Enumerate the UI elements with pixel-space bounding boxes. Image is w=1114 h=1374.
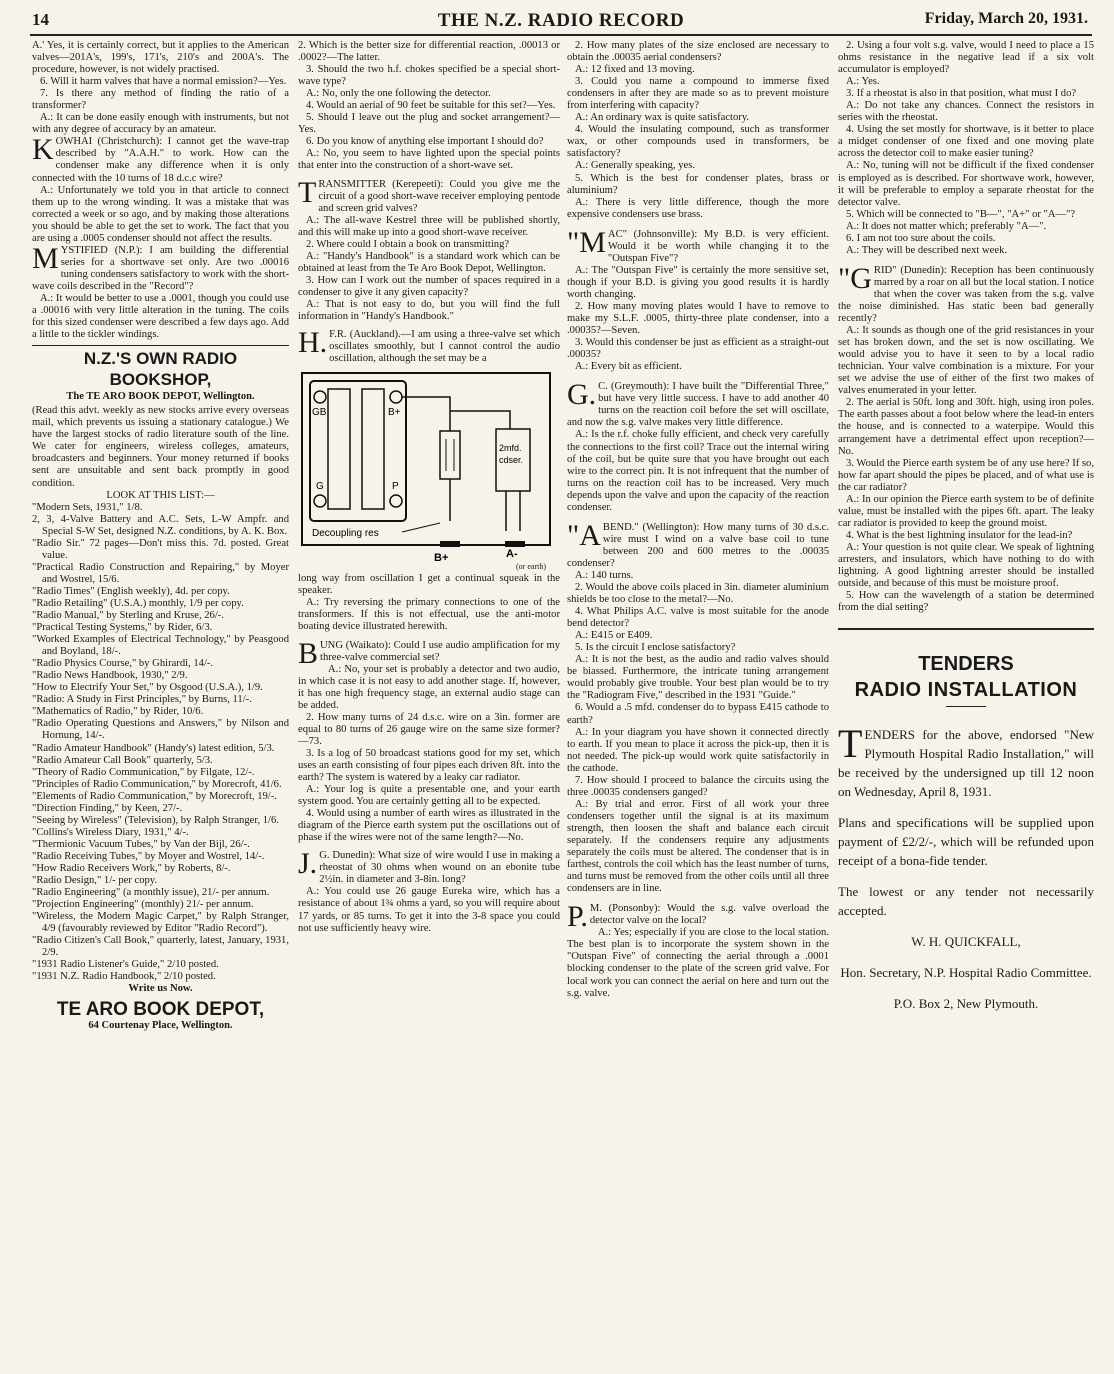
drop-cap: B [298, 636, 319, 670]
paragraph: 3. If a rheostat is also in that position, what must I do? [846, 88, 1077, 100]
tenders-advert [838, 628, 1094, 1013]
advert-look: LOOK AT THIS LIST:— [106, 489, 215, 501]
paragraph: 4. Using the set mostly for shortwave, is it better to place a midget condenser of one fixed and one moving plate across the detector coil to make easier tuning? [838, 124, 1094, 160]
answer: A.: That is not easy to do, but you will find the full information in "Handy's Handbook." [298, 298, 560, 323]
answer: A.: 12 fixed and 13 moving. [575, 64, 695, 76]
signatory-address: P.O. Box 2, New Plymouth. [893, 996, 1039, 1012]
book-list-item: "Thermionic Vacuum Tubes," by Van der Bijl, 26/-. [32, 838, 250, 850]
issue-date: Friday, March 20, 1931. [924, 10, 1088, 27]
book-list-item: "Practical Radio Construction and Repairing," by Moyer and Wostrel, 15/6. [32, 561, 289, 585]
book-list-item: "1931 N.Z. Radio Handbook," 2/10 posted. [32, 971, 216, 983]
answer: A.: Generally speaking, yes. [575, 160, 696, 172]
paragraph: A.' Yes, it is certainly correct, but it applies to the American valves—201A's, 199's, 171's, 210's and 200A's. The procedure, however, is not widely practised. [32, 40, 289, 76]
paragraph: 4. What Philips A.C. valve is most suitable for the anode bend detector? [567, 606, 829, 630]
advert-heading: BOOKSHOP, [109, 370, 212, 390]
answer: A.: Do not take any chances. Connect the resistors in series with the rheostat. [838, 100, 1094, 124]
tenders-para: TENDERS for the above, endorsed "New Plymouth Hospital Radio Installation," will be received by the undersigned up till 12 noon on Wednesday, April 8, 1931. [838, 721, 1094, 800]
label-decoupling: Decoupling res [312, 528, 379, 540]
signatory-name: W. H. QUICKFALL, [911, 934, 1021, 950]
drop-cap: T [298, 175, 317, 209]
answer: A.: Your question is not quite clear. We speak of lightning arresters, and insulators, which have nothing to do with lightning. A good lightning arrester should be installed outside, and because of this must be moisture proof. [838, 541, 1094, 590]
drop-cap: P. [567, 900, 588, 934]
decoupling-circuit-diagram [300, 371, 552, 563]
paragraph: 5. Which will be connected to "B—", "A+" or "A—"? [846, 208, 1076, 220]
book-list-item: "Direction Finding," by Keen, 27/-. [32, 802, 183, 814]
book-list-item: "Worked Examples of Electrical Technology," by Peasgood and Boyland, 18/-. [32, 634, 289, 658]
book-list-item: "Radio Retailing" (U.S.A.) monthly, 1/9 per copy. [32, 597, 244, 609]
paragraph: 3. Would this condenser be just as efficient as a straight-out .00035? [567, 337, 829, 361]
paragraph: 4. Would an aerial of 90 feet be suitable for this set?—Yes. [306, 100, 556, 112]
query-grid: "GRID" (Dunedin): Reception has been continuously marred by a roar on all but the local station. I notice that when the cover was taken from the s.g. valve the noise diminished. Has static been bad generally recently? [838, 261, 1094, 325]
drop-cap: M [32, 241, 59, 275]
paragraph: 2. Would the above coils placed in 3in. diameter aluminium shields be too close to the metal?—No. [567, 582, 829, 606]
drop-cap: "A [567, 518, 601, 552]
tenders-para: The lowest or any tender not necessarily accepted. [838, 884, 1094, 919]
paragraph: 3. Should the two h.f. chokes specified be a special short-wave type? [298, 64, 560, 88]
answer: A.: They will be described next week. [846, 244, 1008, 256]
answer: A.: No, your set is probably a detector and two audio, in which case it is not easy to add another stage. If, however, it has one high frequency stage, an external audio stage can be added. [298, 663, 560, 711]
query-transmitter: TRANSMITTER (Kerepeeti): Could you give me the circuit of a good short-wave receiver employing pentode and screen grid valves? [298, 175, 560, 214]
page-number: 14 [32, 10, 49, 29]
answer: A.: 140 turns. [575, 569, 634, 581]
paragraph: 4. Would using a number of earth wires as illustrated in the diagram of the Pierce earth system put the oscillations out of phase if the wires were not of the same length?—No. [298, 808, 560, 844]
answer: A.: Yes. [846, 76, 880, 88]
paragraph: 2. Which is the better size for differential reaction, .00013 or .0002?—The latter. [298, 40, 560, 64]
book-list-item: "Radio Amateur Call Book" quarterly, 5/3. [32, 754, 213, 766]
drop-cap: H. [298, 326, 328, 360]
tenders-para: Plans and specifications will be supplied upon payment of £2/2/-, which will be refunded upon receipt of a bona-fide tender. [838, 815, 1094, 869]
paragraph: 2. How many moving plates would I have to remove to make my S.L.F. .0005, thirty-three plate condenser, into a .00035?—Seven. [567, 300, 829, 337]
query-mystified: MYSTIFIED (N.P.): I am building the differential series for a shortwave set only. Are two .00016 tuning condensers satisfactory to work with the short-wave coils described in the "Record"? [32, 241, 289, 292]
query-kowhai: KOWHAI (Christchurch): I cannot get the wave-trap described by "A.A.H." to work. How can the condenser make any difference when it is only connected with the 10 turns of 18 d.c.c wire? [32, 133, 289, 184]
bookshop-advert [32, 349, 289, 1031]
drop-cap: J. [298, 847, 318, 881]
paragraph: 2. Using a four volt s.g. valve, would I need to place a 15 ohms resistance in the negative lead if a six volt accumulator is employed? [838, 40, 1094, 76]
page-header [30, 8, 1092, 36]
book-list-item: "Theory of Radio Communication," by Filgate, 12/-. [32, 766, 255, 778]
column-1 [32, 40, 289, 1370]
book-list-item: "Principles of Radio Communication," by Morecroft, 41/6. [32, 778, 282, 790]
book-list-item: "Projection Engineering" (monthly) 21/- per annum. [32, 899, 254, 911]
paragraph: A.: It can be done easily enough with instruments, but not with any degree of accuracy by an amateur. [32, 112, 289, 136]
label-a-minus: A- [506, 548, 518, 561]
paragraph: A.: No, you seem to have lighted upon the special points that enter into the construction of a short-wave set. [298, 148, 560, 172]
query-gc: G. C. (Greymouth): I have built the "Differential Three," but have very little success. I have to add another 40 turns on the reaction coil before the set will oscillate, and now the s.g. valve makes very little difference. [567, 378, 829, 429]
divider [946, 706, 986, 707]
answer: A.: An ordinary wax is quite satisfactory. [575, 112, 750, 124]
book-list-item: "Radio Physics Course," by Ghirardi, 14/-. [32, 658, 214, 670]
book-list-item: "Wireless, the Modern Magic Carpet," by Ralph Stranger, 4/9 (favourably reviewed by Editor "Radio Record"). [32, 911, 289, 935]
book-list-item: "Radio Times" (English weekly), 4d. per copy. [32, 585, 230, 597]
answer: A.: E415 or E409. [575, 630, 653, 642]
label-p: P [392, 481, 399, 493]
answer: A.: By trial and error. First of all work your three condensers together until the signal is at its maximum strength, then loosen the shaft and balance each circuit separately. If the condensers require any adjustments separately the coils must be altered. The condenser that is in farthest, controls the coil which has the least number of turns, and turns must be removed from the other coils until all three condensers are in line. [567, 798, 829, 895]
answer: A.: Yes; especially if you are close to the local station. The best plan is to incorporate the system shown in the "Outspan Five" of connecting the aerial through a .0001 blocking condenser to the plate of the screen grid valve. For local work you can connect the aerial on here and turn out the s.g. valve. [567, 927, 829, 999]
paragraph: 3. Is a log of 50 broadcast stations good for my set, which uses an earth consisting of four pipes each driven 8ft. into the earth? The system is watered by a leaky car radiator. [298, 747, 560, 784]
answer: A.: "Handy's Handbook" is a standard work which can be obtained at least from the Te Aro Book Depot, Wellington. [298, 250, 560, 274]
book-list-item: "Radio Sir." 72 pages—Don't miss this. 7d. posted. Great value. [32, 537, 289, 561]
paragraph: 6. Will it harm valves that have a normal emission?—Yes. [40, 76, 287, 88]
answer: A.: In our opinion the Pierce earth system to be of definite value, must be installed with the pipes 6ft. apart. The leaky car radiator is provided to keep the ground moist. [838, 493, 1094, 529]
book-list-item: "1931 Radio Listener's Guide," 2/10 posted. [32, 959, 219, 971]
tenders-heading: TENDERS [918, 653, 1014, 676]
paragraph: 7. How should I proceed to balance the circuits using the three .00035 condensers ganged? [567, 774, 829, 798]
book-list-item: "Radio: A Study in First Principles," by Burns, 11/-. [32, 694, 252, 706]
advert-address: 64 Courtenay Place, Wellington. [88, 1019, 233, 1031]
answer: A.: Every bit as efficient. [575, 361, 682, 373]
answer: A.: Unfortunately we told you in that article to connect them up to the wrong winding. It was a mistake that was corrected a week or so ago, and by making those alterations you should be able to get the set to work. The fact that you are using a .0005 condenser should not affect the results. [32, 184, 289, 244]
drop-cap: "M [567, 225, 606, 259]
book-list-item: "Radio Citizen's Call Book," quarterly, latest, January, 1931, 2/9. [32, 935, 289, 959]
paragraph: 3. How can I work out the number of spaces required in a condenser to give it any given capacity? [298, 274, 560, 298]
query-mac: "MAC" (Johnsonville): My B.D. is very efficient. Would it be worth while changing it to the "Outspan Five"? [567, 225, 829, 264]
paragraph: 2. Where could I obtain a book on transmitting? [306, 238, 510, 250]
divider [32, 345, 289, 346]
drop-cap: T [838, 721, 863, 767]
answer: A.: You could use 26 gauge Eureka wire, which has a resistance of about 1¾ ohms a yard, so you will require about 17 yards, or 85 turns. To get it into the 3-8 space you could not use sufficiently heavy wire. [298, 886, 560, 934]
advert-subheading: The TE ARO BOOK DEPOT, Wellington. [66, 391, 255, 403]
label-cap-2: cdser. [499, 455, 524, 466]
paragraph: 6. Do you know of anything else important I should do? [306, 136, 544, 148]
paragraph: 4. Would the insulating compound, such as transformer wax, or other compounds used in transformers, be satisfactory? [567, 124, 829, 160]
paragraph: 5. Should I leave out the plug and socket arrangement?—Yes. [298, 112, 560, 136]
paragraph: 5. Is the circuit I enclose satisfactory? [575, 642, 736, 654]
book-list-item: "Radio News Handbook, 1930," 2/9. [32, 670, 188, 682]
paragraph: 4. What is the best lightning insulator for the lead-in? [846, 529, 1073, 541]
answer: A.: It is not the best, as the audio and radio valves should be biassed. Furthermore, the intricate tuning arrangement would probably give trouble. Your best plan would be to try the "Radiogram Five," described in the 1931 "Guide." [567, 654, 829, 702]
book-list-item: "Radio Amateur Handbook" (Handy's) latest edition, 5/3. [32, 742, 275, 754]
advert-intro: (Read this advt. weekly as new stocks arrive every overseas mail, which prevents us issuing a stationary catalogue.) We have the largest stocks of radio literature south of the line. We cater for engineers, wireless colleges, amateurs, broadcasters and beginners. Your money returned if books sent are unsuitable and sent back promptly in good condition. [32, 405, 289, 489]
answer: A.: The all-wave Kestrel three will be published shortly, and this will make up into a good short-wave receiver. [298, 214, 560, 238]
column-3 [567, 40, 829, 1370]
drop-cap: "G [838, 261, 872, 295]
advert-name: TE ARO BOOK DEPOT, [56, 998, 265, 1020]
book-list-item: "How Radio Receivers Work," by Roberts, 8/-. [32, 863, 231, 874]
paragraph: 3. Would the Pierce earth system be of any use here? If so, how far apart should the pipes be placed, and of what use is the car radiator? [838, 457, 1094, 493]
label-gb: GB [312, 407, 327, 419]
query-jg: J. G. Dunedin): What size of wire would I use in making a rheostat of 30 ohms when wound on an ebonite tube 2½in. in diameter and 3-8in. long? [298, 847, 560, 886]
answer: A.: No, tuning will not be difficult if the fixed condenser is employed as is described. For shortwave work, however, it will be preferable to employ a separate rheostat for the detector valve. [838, 160, 1094, 208]
paragraph: 2. The aerial is 50ft. long and 30ft. high, using iron poles. The earth passes about a foot below where the lead-in enters the house, and is connected to a waterpipe. Would this arrangement have a detrimental effect upon reception?—No. [838, 397, 1094, 457]
answer: A.: Your log is quite a presentable one, and your earth system good. You are certainly getting all to be expected. [298, 784, 560, 808]
advert-cta: Write us Now. [128, 983, 193, 995]
signatory-role: Hon. Secretary, N.P. Hospital Radio Committee. [840, 965, 1092, 981]
drop-cap: K [32, 133, 54, 167]
book-list-item: "Radio Manual," by Sterling and Kruse, 26/-. [32, 610, 224, 622]
paragraph: 5. How can the wavelength of a station be determined from the dial setting? [838, 590, 1094, 614]
drop-cap: G. [567, 378, 597, 412]
book-list-item: "Practical Testing Systems," by Rider, 6/3. [32, 622, 213, 634]
book-list-item: "Radio Engineering" (a monthly issue), 21/- per annum. [32, 887, 270, 899]
tenders-subheading: RADIO INSTALLATION [854, 679, 1078, 702]
book-list-item: "Radio Design," 1/- per copy. [32, 875, 158, 887]
answer: A.: The "Outspan Five" is certainly the more sensitive set, though if your B.D. is giving you good results it is hardly worth changing. [567, 264, 829, 300]
query-pm: P. M. (Ponsonby): Would the s.g. valve overload the detector valve on the local? [567, 900, 829, 934]
book-list-item: "Elements of Radio Communication," by Morecroft, 19/-. [32, 790, 277, 802]
paragraph: 6. Would a .5 mfd. condenser do to bypass E415 cathode to earth? [567, 702, 829, 726]
paragraph: 5. Which is the best for condenser plates, brass or aluminium? [567, 172, 829, 196]
paragraph: 7. Is there any method of finding the ratio of a transformer? [32, 88, 289, 112]
book-list [32, 502, 289, 984]
column-2 [298, 40, 560, 1370]
column-4 [838, 40, 1094, 1370]
paragraph: 6. I am not too sure about the coils. [846, 232, 996, 244]
label-b-plus: B+ [434, 552, 449, 564]
label-cap-1: 2mfd. [499, 443, 522, 454]
book-list-item: "Seeing by Wireless" (Television), by Ralph Stranger, 1/6. [32, 814, 279, 826]
label-g: G [316, 481, 324, 493]
paragraph: 2. How many plates of the size enclosed are necessary to obtain the .00035 aerial condensers? [567, 40, 829, 64]
query-bung: BUNG (Waikato): Could I use audio amplification for my three-valve commercial set? [298, 636, 560, 670]
answer: A.: It sounds as though one of the grid resistances in your set has broken down, and the set is now oscillating. We would advise you to have it seen to by a local radio technician. Your valve combination is a mixture. For your set we advise the use of either of the first two makes of valves enumerated in your letter. [838, 325, 1094, 397]
book-list-item: "Collins's Wireless Diary, 1931," 4/-. [32, 826, 189, 838]
answer: A.: It does not matter which; preferably "A—". [846, 220, 1047, 232]
label-earth: (or earth) [516, 562, 546, 572]
query-hfr: H. F.R. (Auckland).—I am using a three-valve set which oscillates smoothly, but I cannot control the audio oscillation, although the set may be a [298, 326, 560, 365]
query-abend: "ABEND." (Wellington): How many turns of 30 d.s.c. wire must I wind on a valve base coil to tune between 200 and 600 metres to the .00035 condenser? [567, 518, 829, 569]
book-list-item: "Radio Receiving Tubes," by Moyer and Wostrel, 14/-. [32, 850, 265, 862]
tenders-body [838, 721, 1094, 920]
masthead-title: THE N.Z. RADIO RECORD [437, 10, 685, 31]
advert-heading: N.Z.'S OWN RADIO [83, 349, 238, 369]
answer: A.: Is the r.f. choke fully efficient, and check very carefully the connections to the first coil? Trace out the internal wiring of the coil, but be quite sure that you have brought out each wire to the correct pin. It is not infrequent that the number of turns on the reaction coil has to be increased. Very much depends upon the valve and upon the capacity of the reaction condenser. [567, 429, 829, 513]
answer: A.: It would be better to use a .0001, though you could use a .00016 with very little alteration in the tuning. The coils for this sized condenser were described a few days ago. Add a little to the tickler windings. [32, 292, 289, 341]
answer: A.: There is very little difference, though the more expensive condensers use brass. [567, 196, 829, 220]
answer: A.: In your diagram you have shown it connected directly to earth. If you mean to place it across the pick-up, then it is not needed. The pick-up would work quite satisfactorily in the cathode. [567, 726, 829, 774]
paragraph: 3. Could you name a compound to immerse fixed condensers in after they are made so as to prevent moisture from interfering with capacity? [567, 76, 829, 112]
paragraph: long way from oscillation I get a continual squeak in the speaker. [298, 573, 560, 597]
label-b-plus-top: B+ [388, 407, 401, 419]
book-list-item: "Modern Sets, 1931," 1/8. [32, 501, 143, 513]
book-list-item: "Radio Operating Questions and Answers," by Nilson and Hornung, 14/-. [32, 718, 289, 742]
book-list-item: "How to Electrify Your Set," by Osgood (U.S.A.), 1/9. [32, 682, 263, 694]
book-list-item: 2, 3, 4-Valve Battery and A.C. Sets, L-W Ampfr. and Special S-W Set, designed N.Z. conditions, by A. K. Box. [32, 513, 289, 537]
paragraph: 2. How many turns of 24 d.s.c. wire on a 3in. former are equal to 80 turns of 26 gauge wire on the same size former?—73. [298, 711, 560, 747]
paragraph: A.: No, only the one following the detector. [306, 88, 491, 100]
answer: A.: Try reversing the primary connections to one of the transformers. If this is not effectual, use the anti-motor boating device illustrated herewith. [298, 597, 560, 633]
book-list-item: "Mathematics of Radio," by Rider, 10/6. [32, 706, 204, 718]
